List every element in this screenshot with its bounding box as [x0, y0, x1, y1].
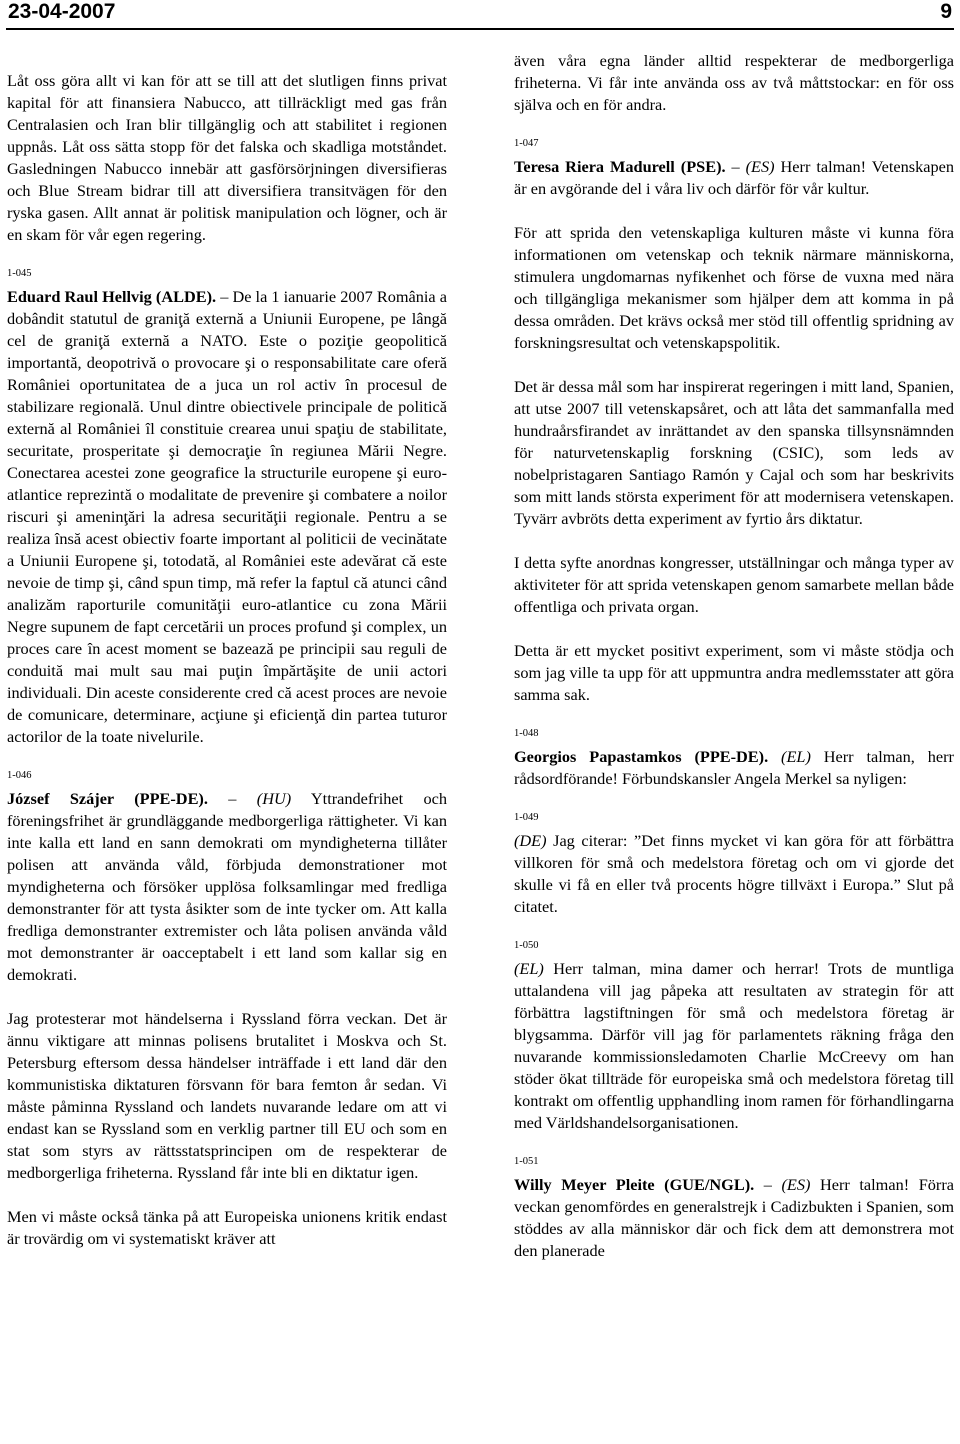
paragraph: Jag protesterar mot händelserna i Ryssland förra veckan. Det är ännu viktigare att minnas polisens brutalitet i Moskva och St. Petersburg eftersom dessa händelser inträffade i ett land där den kommunistiska diktaturen försvann för bara femton år sedan. Vi måste påminna Ryssland och landets nuvarande ledare om att vi endast kan se Ryssland som en verklig partner till EU och som en stat som styrs av rättsstatsprincipen om de respekterar de medborgerliga friheterna. Ryssland får inte bli en diktatur igen.: [7, 1009, 447, 1182]
paragraph: Det är dessa mål som har inspirerat regeringen i mitt land, Spanien, att utse 2007 till vetenskapsåret, och att låta det sammanfalla med hundraårsfirandet av inrättandet av den spanska tillsynsnämnden för naturvetenskaplig forskning (CSIC), som leds av nobelpristagaren Santiago Ramón y Cajal och som har beskrivits som mitt lands största experiment för att modernisera vetenskapen. Tyvärr avbröts detta experiment av fyrtio års diktatur.: [514, 377, 954, 528]
language-tag: (ES): [781, 1175, 811, 1194]
paragraph: även våra egna länder alltid respekterar de medborgerliga friheterna. Vi får inte använda oss av två måttstockar: en för oss själva och en för andra.: [514, 51, 954, 114]
speech-text: Herr talman, mina damer och herrar! Trots de muntliga uttalandena vill jag påpeka att resultaten av strategin för att förbättra lagstiftningen för små och medelstora företag är blygsamma. Därför vill jag för parlamentets räkning fråga den nuvarande kommissionsledamoten Charlie McCreevy om han stöder ökat tillträde för europeiska små och medelstora företag till kontrakt om offentlig upphandling inom ramen för förhandlingarna med Världshandelsorganisationen.: [514, 959, 954, 1132]
language-tag: (EL): [514, 959, 544, 978]
speaker-name: Teresa Riera Madurell (PSE).: [514, 157, 726, 176]
speech-paragraph: [514, 1174, 954, 1262]
paragraph: Låt oss göra allt vi kan för att se till att det slutligen finns privat kapital för att finansiera Nabucco, att tillräckligt med gas från Centralasien och Iran blir tillgänglig och att stabilitet i regionen uppnås. Låt oss sätta stopp för det falska och skadliga motståndet. Gasledningen Nabucco innebär att gasförsörjningen diversifieras och Blue Stream bidrar till att diversifiera transitvägen för den ryska gasen. Allt annat är politisk manipulation och lögner, och är en skam för vår egen regering.: [7, 71, 447, 244]
language-tag: (EL): [781, 747, 811, 766]
left-column: [7, 70, 447, 1272]
language-tag: (HU): [256, 789, 292, 808]
paragraph: Detta är ett mycket positivt experiment, som vi måste stödja och som jag ville ta upp för att uppmuntra andra medlemsstater att göra samma sak.: [514, 641, 954, 704]
speaker-name: Eduard Raul Hellvig (ALDE).: [7, 287, 217, 306]
speech-paragraph: [514, 156, 954, 200]
speech-dash: –: [220, 287, 229, 306]
speech-paragraph: [7, 788, 447, 986]
intervention-id: 1-045: [7, 268, 32, 279]
speech-paragraph: [514, 746, 954, 790]
intervention-id: 1-047: [514, 138, 539, 149]
speaker-name: Georgios Papastamkos (PPE-DE).: [514, 747, 769, 766]
language-tag: (DE): [514, 831, 547, 850]
speech-text: De la 1 ianuarie 2007 România a dobândit statutul de graniţă externă a Uniunii Europene, pe lângă cel de graniţă externă a NATO. Este o poziţie geopolitică importantă, deopotrivă o provocare şi o responsabilitate care oferă României oportunitatea de a juca un rol activ în procesul de stabilizare regională. Unul dintre obiectivele principale de politică externă al României îl constituie crearea unui spaţiu de stabilitate, securitate, prosperitate şi democraţie în regiunea Mării Negre. Conectarea acestei zone geografice la structurile europene şi euro-atlantice reprezintă o modalitate de prevenire şi combatere a noilor riscuri şi ameninţări la adresa securităţii regionale. Pentru a se realiza însă acest obiectiv foarte important al politicii de vecinătate a Uniunii Europene şi, totodată, al României este adevărat că este nevoie de timp şi, când spun timp, mă refer la faptul că atunci când analizăm raporturile comunităţii euro-atlantice cu zona Mării Negre supunem de fapt cercetării un proces profund şi complex, un proces care în acest moment se bazează pe principii sau reguli de conduită mai mult sau mai puţin împărtăşite de unii actori individuali. Din aceste considerente cred că acest proces are nevoie de comunicare, determinare, acţiune şi eficienţă din partea tuturor actorilor de la toate nivelurile.: [7, 287, 447, 746]
speech-paragraph: [7, 286, 447, 748]
page-number: 9: [940, 0, 952, 23]
speech-text: Herr talman, herr rådsordförande! Förbundskansler Angela Merkel sa nyligen:: [514, 747, 954, 788]
intervention-id: 1-046: [7, 770, 32, 781]
page-date: 23-04-2007: [8, 0, 116, 23]
speaker-name: József Szájer (PPE-DE).: [7, 789, 208, 808]
speech-dash: –: [763, 1175, 772, 1194]
speech-dash: –: [228, 789, 237, 808]
paragraph: Men vi måste också tänka på att Europeiska unionens kritik endast är trovärdig om vi systematiskt kräver att: [7, 1207, 447, 1248]
speech-text: Herr talman! Förra veckan genomfördes en generalstrejk i Cadizbukten i Spanien, som stöddes av alla människor där och fick dem att demonstrera mot den planerade: [514, 1175, 954, 1260]
speech-paragraph: [514, 830, 954, 918]
speech-paragraph: [514, 958, 954, 1134]
speech-text: Jag citerar: ”Det finns mycket vi kan göra för att förbättra villkoren för små och medelstora företag och om vi gjorde det skulle vi få en eller två procents högre tillväxt i Europa.” Slut på citatet.: [514, 831, 955, 916]
speech-dash: –: [731, 157, 740, 176]
right-column: [514, 50, 954, 1284]
page-header: [6, 0, 954, 30]
speech-text: Herr talman! Vetenskapen är en avgörande del i våra liv och därför för vår kultur.: [514, 157, 954, 198]
language-tag: (ES): [745, 157, 775, 176]
intervention-id: 1-050: [514, 940, 539, 951]
paragraph: I detta syfte anordnas kongresser, utställningar och många typer av aktiviteter för att sprida vetenskapen genom samarbete mellan både offentliga och privata organ.: [514, 553, 954, 616]
intervention-id: 1-051: [514, 1156, 539, 1167]
speaker-name: Willy Meyer Pleite (GUE/NGL).: [514, 1175, 755, 1194]
intervention-id: 1-049: [514, 812, 539, 823]
paragraph: För att sprida den vetenskapliga kulturen måste vi kunna föra informationen om vetenskap och teknik närmare människorna, stimulera ungdomarnas nyfikenhet och förse de vuxna med nära och tillgängliga mekanismer som hjälper dem att komma in på dessa områden. Det krävs också mer stöd till offentlig spridning av forskningsresultat och vetenskapspolitik.: [514, 223, 954, 352]
intervention-id: 1-048: [514, 728, 539, 739]
speech-text: Yttrandefrihet och föreningsfrihet är grundläggande medborgerliga rättigheter. Vi kan inte kalla ett land en sann demokrati om myndigheterna tillåter polisen att använda våld, förbjuda demonstrationer mot myndigheterna och försöker upplösa folksamlingar med fredliga demonstranter för att tysta åsikter som de inte tycker om. Att kalla fredliga demonstranter extremister och låta polisen använda våld mot demonstranter är oacceptabelt i ett land som kallar sig en demokrati.: [7, 789, 447, 984]
